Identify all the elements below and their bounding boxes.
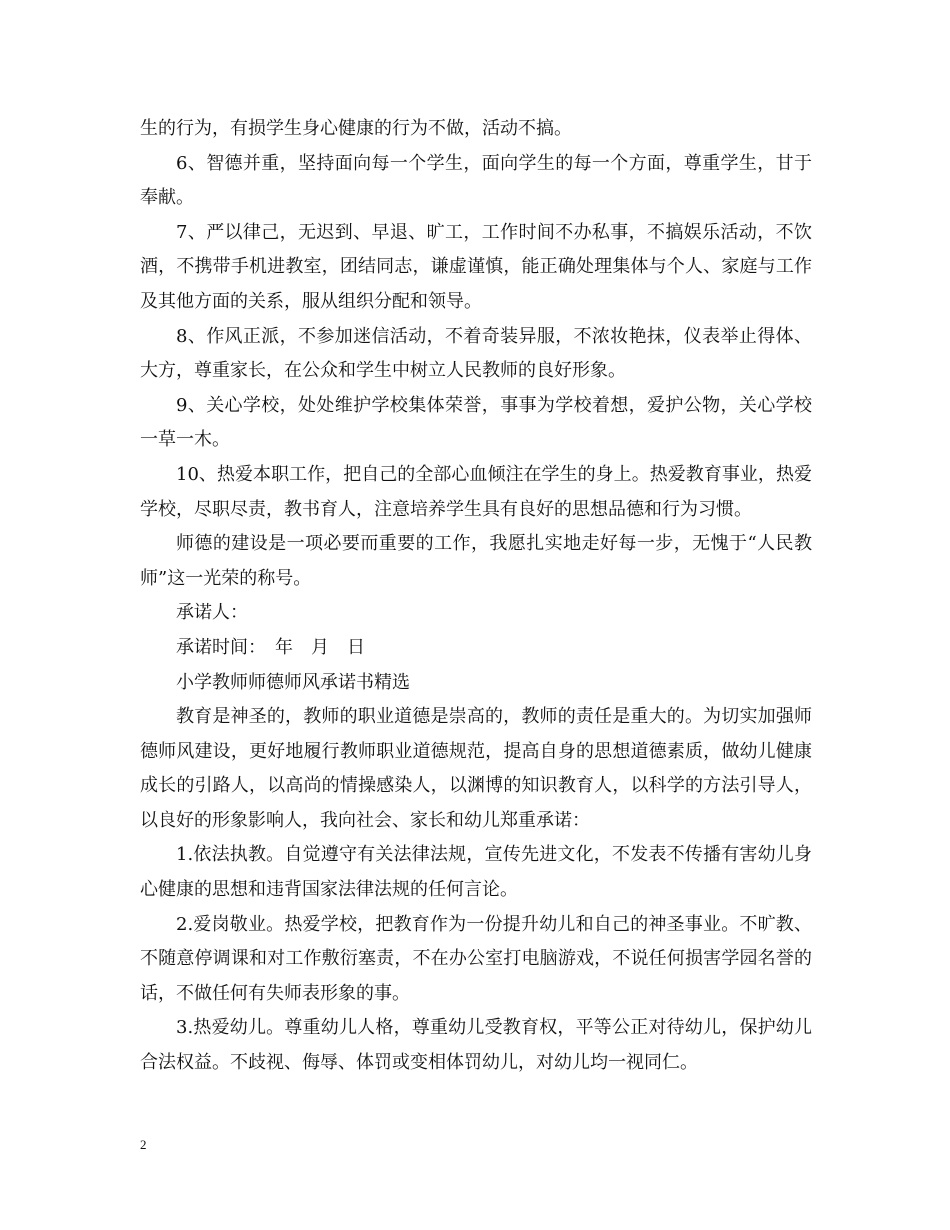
- section-title: 小学教师师德师风承诺书精选: [176, 671, 410, 693]
- date-label: 承诺时间： 年 月 日: [176, 636, 365, 658]
- document-body: [140, 112, 812, 1081]
- paragraph-commitment-2: 2.爱岗敬业。热爱学校，把教育作为一份提升幼儿和自己的神圣事业。不旷教、不随意停调课和对工作敷衍塞责，不在办公室打电脑游戏，不说任何损害学园名誉的话，不做任何有失师表形象的事。: [140, 913, 812, 1004]
- paragraph-continuation: 生的行为，有损学生身心健康的行为不做，活动不搞。: [140, 118, 572, 139]
- paragraph-item-9: 9、关心学校，处处维护学校集体荣誉，事事为学校着想，爱护公物，关心学校一草一木。: [140, 394, 812, 451]
- paragraph-commitment-1: 1.依法执教。自觉遵守有关法律法规，宣传先进文化，不发表不传播有害幼儿身心健康的思想和违背国家法律法规的任何言论。: [140, 844, 812, 901]
- paragraph-item-10: 10、热爱本职工作，把自己的全部心血倾注在学生的身上。热爱教育事业，热爱学校，尽职尽责，教书育人，注意培养学生具有良好的思想品德和行为习惯。: [140, 463, 812, 520]
- paragraph-commitment-3: 3.热爱幼儿。尊重幼儿人格，尊重幼儿受教育权，平等公正对待幼儿，保护幼儿合法权益。不歧视、侮辱、体罚或变相体罚幼儿，对幼儿均一视同仁。: [140, 1017, 812, 1074]
- paragraph-item-8: 8、作风正派，不参加迷信活动，不着奇装异服，不浓妆艳抹，仪表举止得体、大方，尊重家长，在公众和学生中树立人民教师的良好形象。: [140, 325, 812, 382]
- signature-label: 承诺人：: [176, 602, 248, 624]
- paragraph-item-6: 6、智德并重，坚持面向每一个学生，面向学生的每一个方面，尊重学生，甘于奉献。: [140, 152, 812, 209]
- paragraph-intro: 教育是神圣的，教师的职业道德是崇高的，教师的责任是重大的。为切实加强师德师风建设，更好地履行教师职业道德规范，提高自身的思想道德素质，做幼儿健康成长的引路人，以高尚的情操感染人，以渊博的知识教育人，以科学的方法引导人，以良好的形象影响人，我向社会、家长和幼儿郑重承诺：: [140, 706, 812, 831]
- paragraph-closing: 师德的建设是一项必要而重要的工作，我愿扎实地走好每一步，无愧于“人民教师”这一光荣的称号。: [140, 533, 812, 589]
- paragraph-item-7: 7、严以律己，无迟到、早退、旷工，工作时间不办私事，不搞娱乐活动，不饮酒，不携带手机进教室，团结同志，谦虚谨慎，能正确处理集体与个人、家庭与工作及其他方面的关系，服从组织分配和领导。: [140, 221, 812, 312]
- page-number: 2: [140, 1137, 147, 1152]
